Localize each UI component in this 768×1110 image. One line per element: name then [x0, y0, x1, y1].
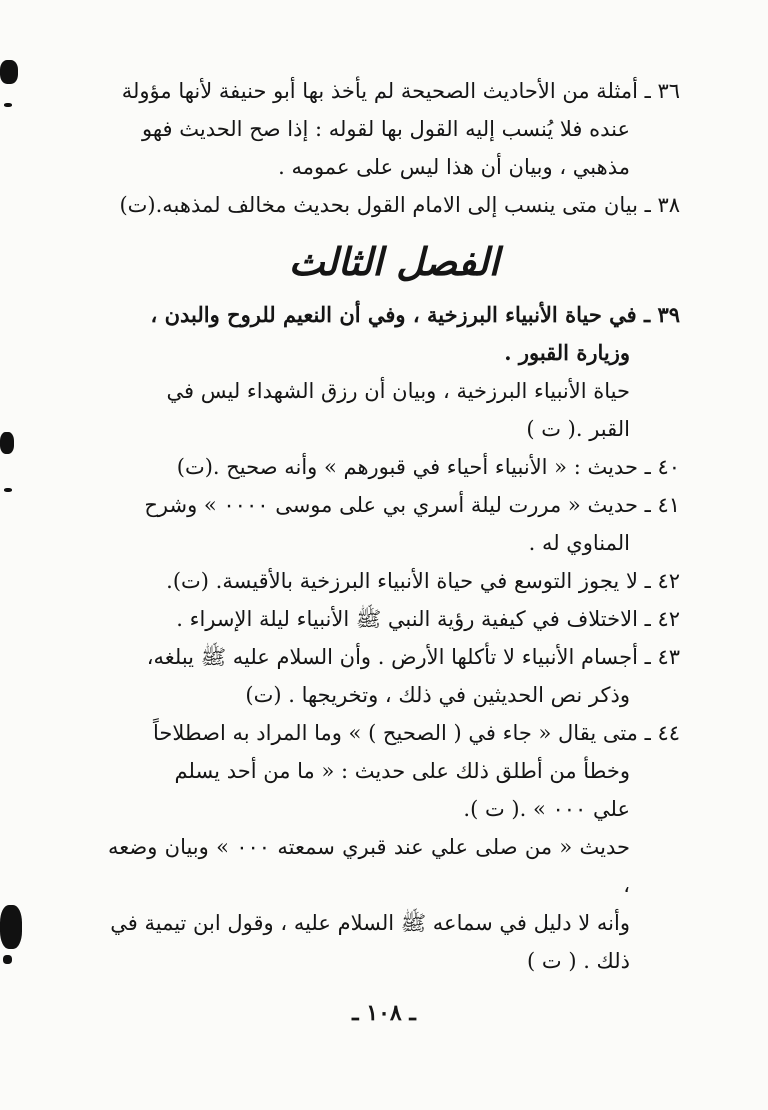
- entry-line: علي ٠٠٠ » .( ت ).: [463, 797, 630, 821]
- entry-line: حديث « من صلى علي عند قبري سمعته ٠٠٠ » وبيان وضعه ،: [108, 835, 630, 897]
- entry-line: ٤٢ ـ الاختلاف في كيفية رؤية النبي ﷺ الأنبياء ليلة الإسراء .: [176, 607, 680, 631]
- entry-38: [108, 186, 680, 224]
- scan-mark: [0, 905, 22, 949]
- entry-line: ذلك . ( ت ): [527, 949, 630, 973]
- scan-mark: [0, 432, 14, 454]
- entry-39-sub: [108, 372, 680, 448]
- scan-mark: [4, 103, 12, 107]
- entry-43: [108, 638, 680, 714]
- entry-line: حياة الأنبياء البرزخية ، وبيان أن رزق الشهداء ليس في: [166, 379, 630, 403]
- entry-line: ٣٦ ـ أمثلة من الأحاديث الصحيحة لم يأخذ بها أبو حنيفة لأنها مؤولة: [121, 79, 680, 103]
- entry-line: وزيارة القبور .: [504, 340, 630, 365]
- scan-mark: [3, 955, 12, 964]
- entry-line: مذهبي ، وبيان أن هذا ليس على عمومه .: [278, 155, 630, 179]
- entry-line: وأنه لا دليل في سماعه ﷺ السلام عليه ، وقول ابن تيمية في: [110, 911, 630, 935]
- entry-line: ٣٩ ـ في حياة الأنبياء البرزخية ، وفي أن النعيم للروح والبدن ،: [150, 302, 680, 327]
- entry-line: ٤٣ ـ أجسام الأنبياء لا تأكلها الأرض . وأن السلام عليه ﷺ يبلغه،: [146, 645, 680, 669]
- entry-line: وذكر نص الحديثين في ذلك ، وتخريجها . (ت): [245, 683, 630, 707]
- entry-line: وخطأ من أطلق ذلك على حديث : « ما من أحد يسلم: [174, 759, 630, 783]
- entry-42a: [108, 562, 680, 600]
- entry-39: [108, 296, 680, 372]
- document-page: [108, 72, 680, 980]
- scan-mark: [4, 488, 12, 492]
- entry-line: المناوي له .: [528, 531, 630, 555]
- entry-44-sub: [108, 828, 680, 980]
- entry-41: [108, 486, 680, 562]
- chapter-title: الفصل الثالث: [288, 239, 500, 284]
- entry-line: ٤٢ ـ لا يجوز التوسع في حياة الأنبياء البرزخية بالأقيسة. (ت).: [166, 569, 680, 593]
- entry-36: [108, 72, 680, 186]
- scan-mark: [0, 60, 18, 84]
- entry-42b: [108, 600, 680, 638]
- entry-line: ٤٤ ـ متى يقال « جاء في ( الصحيح ) » وما المراد به اصطلاحاً: [153, 721, 680, 745]
- entry-line: القبر .( ت ): [526, 417, 630, 441]
- entry-line: ٣٨ ـ بيان متى ينسب إلى الامام القول بحديث مخالف لمذهبه.(ت): [119, 193, 680, 217]
- entry-line: ٤١ ـ حديث « مررت ليلة أسري بي على موسى ٠٠٠٠ » وشرح: [144, 493, 680, 517]
- page-number: ـ ١٠٨ ـ: [352, 1000, 416, 1026]
- entry-line: عنده فلا يُنسب إليه القول بها لقوله : إذا صح الحديث فهو: [142, 117, 630, 141]
- entry-44: [108, 714, 680, 828]
- entry-line: ٤٠ ـ حديث : « الأنبياء أحياء في قبورهم » وأنه صحيح .(ت): [176, 455, 680, 479]
- entry-40: [108, 448, 680, 486]
